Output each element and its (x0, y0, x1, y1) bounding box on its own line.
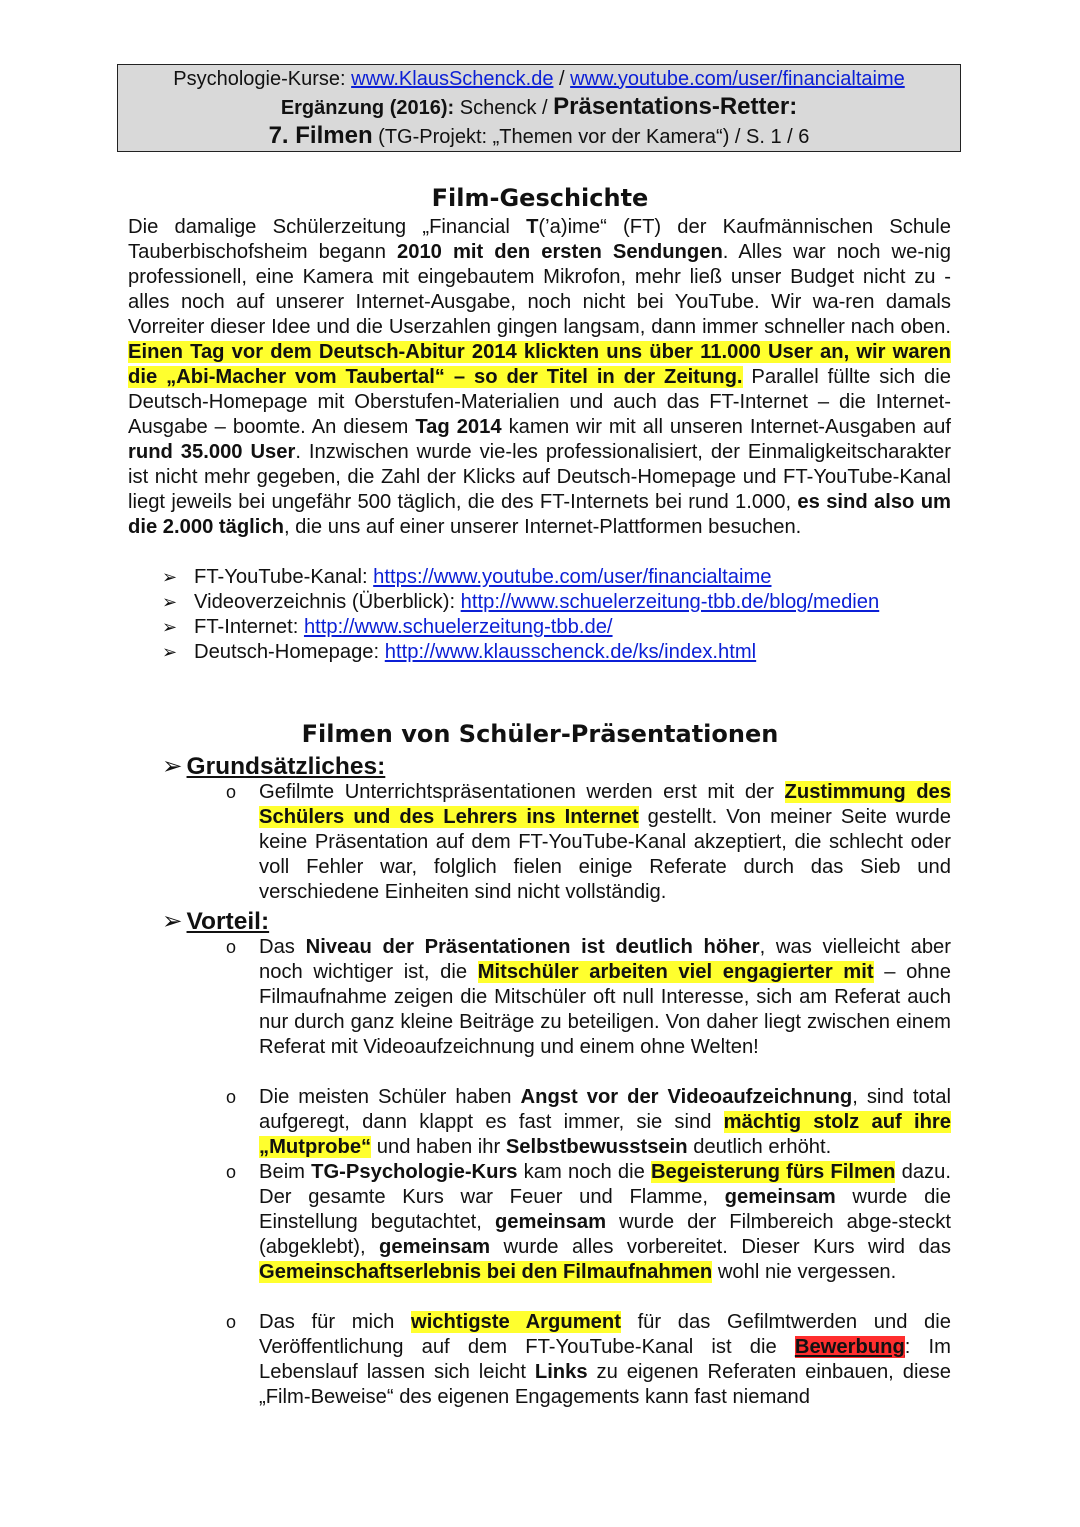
bold-text: TG-Psychologie-Kurs (311, 1161, 518, 1183)
text: für das Gefilmtwerden und die Veröffentlichung auf dem FT-YouTube-Kanal ist die (259, 1311, 951, 1358)
header-author: Schenck / (459, 96, 554, 119)
text: dazu. Der gesamte Kurs war Feuer und Flamme, (259, 1161, 951, 1208)
link-label: Deutsch-Homepage: (194, 641, 385, 663)
text: Gefilmte Unterrichtspräsentationen werden erst mit der (259, 781, 785, 803)
list-item (162, 590, 879, 615)
text: , die uns auf einer unserer Internet-Plattformen besuchen. (283, 516, 802, 538)
list-item (162, 640, 879, 665)
bold-text: gemeinsam (379, 1236, 491, 1258)
bold-text: Angst vor der Videoaufzeichnung (520, 1086, 853, 1108)
highlight-text: Zustimmung des Schülers und des Lehrers ins Internet (259, 781, 951, 828)
highlight-text: Mitschüler arbeiten viel engagierter mit (477, 961, 874, 983)
link-label: FT-YouTube-Kanal: (194, 566, 374, 588)
text: (’a)ime“ (FT) der Kaufmännischen Schule Tauberbischofsheim begann (128, 216, 951, 263)
highlight-text: Begeisterung fürs Filmen (650, 1161, 896, 1183)
section-title-film-geschichte: Film-Geschichte (431, 184, 649, 212)
text: Die damalige Schülerzeitung „Financial (128, 216, 527, 238)
arrow-bullet-icon: ➢ (162, 908, 183, 935)
arrow-bullet-icon: ➢ (162, 753, 183, 780)
list-item (162, 615, 879, 640)
topic-label: Vorteil: (186, 908, 270, 935)
link-video-index[interactable]: http://www.schuelerzeitung-tbb.de/blog/medien (460, 591, 880, 613)
history-paragraph (128, 215, 951, 540)
bold-text: Links (534, 1361, 588, 1383)
bold-text: 2010 mit den ersten Sendungen (397, 241, 723, 263)
header-line-1 (118, 66, 960, 93)
text: wurde der Filmbereich abge-steckt (abgeklebt), (259, 1211, 951, 1258)
text: , was vielleicht aber noch wichtiger ist, die (259, 936, 951, 983)
bold-text: Tag 2014 (415, 416, 502, 438)
link-ft-internet[interactable]: http://www.schuelerzeitung-tbb.de/ (303, 616, 613, 638)
circle-bullet-icon: o (226, 782, 237, 802)
bold-text: es sind also um die 2.000 täglich (128, 491, 951, 538)
highlight-text: Gemeinschaftserlebnis bei den Filmaufnahmen (259, 1261, 713, 1283)
text: Parallel füllte sich die Deutsch-Homepage mit Oberstufen-Materialien und auch das FT-Internet – die Internet-Ausgabe – boomte. An diesem (128, 366, 951, 438)
topic-vorteil (162, 906, 269, 936)
link-list (162, 565, 879, 665)
list-item (259, 1310, 951, 1410)
highlight-red-text: Bewerbung (794, 1336, 905, 1358)
link-label: Videoverzeichnis (Überblick): (194, 591, 461, 613)
header-chapter-title: 7. Filmen (268, 121, 373, 149)
text: . Alles war noch we-nig professionell, eine Kamera mit eingebautem Mikrofon, mehr ließ unser Budget nicht zu - alles noch auf unserer Internet-Ausgabe, noch nicht bei YouTube. Wir wa-ren damals Vorreiter dieser Idee und die Userzahlen gingen langsam, dann immer schneller nach oben. (128, 241, 951, 338)
header-line-2 (118, 93, 960, 122)
link-klausschenck[interactable]: www.KlausSchenck.de (351, 67, 554, 90)
text: Das (259, 936, 306, 958)
text: Die meisten Schüler haben (259, 1086, 521, 1108)
arrow-bullet-icon: ➢ (162, 592, 178, 612)
bold-text: Niveau der Präsentationen ist deutlich höher (305, 936, 760, 958)
circle-bullet-icon: o (226, 1312, 237, 1332)
topic-label: Grundsätzliches: (186, 753, 386, 780)
text: , sind total aufgeregt, dann klappt es fast immer, sie sind (259, 1086, 951, 1133)
list-item (259, 935, 951, 1060)
arrow-bullet-icon: ➢ (162, 567, 178, 587)
circle-bullet-icon: o (226, 1087, 237, 1107)
text: wurde alles vorbereitet. Dieser Kurs wird das (490, 1236, 951, 1258)
text: Das für mich (259, 1311, 411, 1333)
bold-text: Selbstbewusstsein (505, 1136, 688, 1158)
link-youtube-channel[interactable]: www.youtube.com/user/financialtaime (570, 67, 905, 90)
text: . Inzwischen wurde vie-les professionalisiert, der Einmaligkeitscharakter ist nicht mehr gegeben, die Zahl der Klicks auf Deutsch-Homepage und FT-YouTube-Kanal liegt jeweils bei ungefähr 500 täglich, die des FT-Internets bei rund 1.000, (128, 441, 952, 513)
header-supplement: Ergänzung (2016): (280, 96, 460, 119)
bold-text: gemeinsam (724, 1186, 836, 1208)
section-title-filmen: Filmen von Schüler-Präsentationen (301, 720, 779, 748)
list-item (162, 565, 879, 590)
header-chapter-info: (TG-Projekt: „Themen vor der Kamera“) / S. 1 / 6 (372, 125, 810, 148)
header-line-3 (118, 122, 960, 151)
document-header (117, 64, 961, 152)
header-courses-label: Psychologie-Kurse: (173, 67, 352, 90)
bold-text: rund 35.000 User (128, 441, 296, 463)
text: und haben ihr (371, 1136, 506, 1158)
header-separator: / (553, 67, 571, 90)
text: zu eigenen Referaten einbauen, diese „Film-Beweise“ des eigenen Engagements kann fast niemand (259, 1361, 951, 1408)
link-deutsch-homepage[interactable]: http://www.klausschenck.de/ks/index.html (384, 641, 757, 663)
arrow-bullet-icon: ➢ (162, 642, 178, 662)
text: wurde die Einstellung begutachtet, (259, 1186, 952, 1233)
highlight-text: mächtig stolz auf ihre „Mutprobe“ (259, 1111, 952, 1158)
text: : Im Lebenslauf lassen sich leicht (259, 1336, 951, 1383)
circle-bullet-icon: o (226, 937, 237, 957)
list-item (259, 1160, 951, 1285)
header-series-title: Präsentations-Retter: (553, 92, 798, 120)
arrow-bullet-icon: ➢ (162, 617, 178, 637)
text: wohl nie vergessen. (712, 1261, 897, 1283)
highlight-text: wichtigste Argument (411, 1311, 621, 1333)
list-item (259, 780, 951, 905)
text: Beim (259, 1161, 312, 1183)
circle-bullet-icon: o (226, 1162, 237, 1182)
text: deutlich erhöht. (687, 1136, 832, 1158)
link-label: FT-Internet: (194, 616, 304, 638)
highlight-text: Einen Tag vor dem Deutsch-Abitur 2014 klickten uns über 11.000 User an, wir waren die „Abi-Macher vom Taubertal“ – so der Titel in der Zeitung. (128, 341, 951, 388)
text: kamen wir mit all unseren Internet-Ausgaben auf (501, 416, 951, 438)
link-ft-youtube[interactable]: https://www.youtube.com/user/financialtaime (373, 566, 772, 588)
text: kam noch die (517, 1161, 651, 1183)
bold-text: gemeinsam (494, 1211, 607, 1233)
text: – ohne Filmaufnahme zeigen die Mitschüler oft null Interesse, sich am Referat auch nur durch ganz kleine Beiträge zu beteiligen. Von daher liegt zwischen einem Referat mit Videoaufzeichnung und einem ohne Welten! (259, 961, 951, 1058)
text: gestellt. Von meiner Seite wurde keine Präsentation auf dem FT-YouTube-Kanal akzeptiert, die schlecht oder voll Fehler war, folglich fielen einige Referate durch das Sieb und verschiedene Einheiten sind nicht vollständig. (259, 806, 951, 903)
topic-grundsaetzliches (162, 751, 385, 781)
bold-text: T (526, 216, 539, 238)
list-item (259, 1085, 951, 1160)
